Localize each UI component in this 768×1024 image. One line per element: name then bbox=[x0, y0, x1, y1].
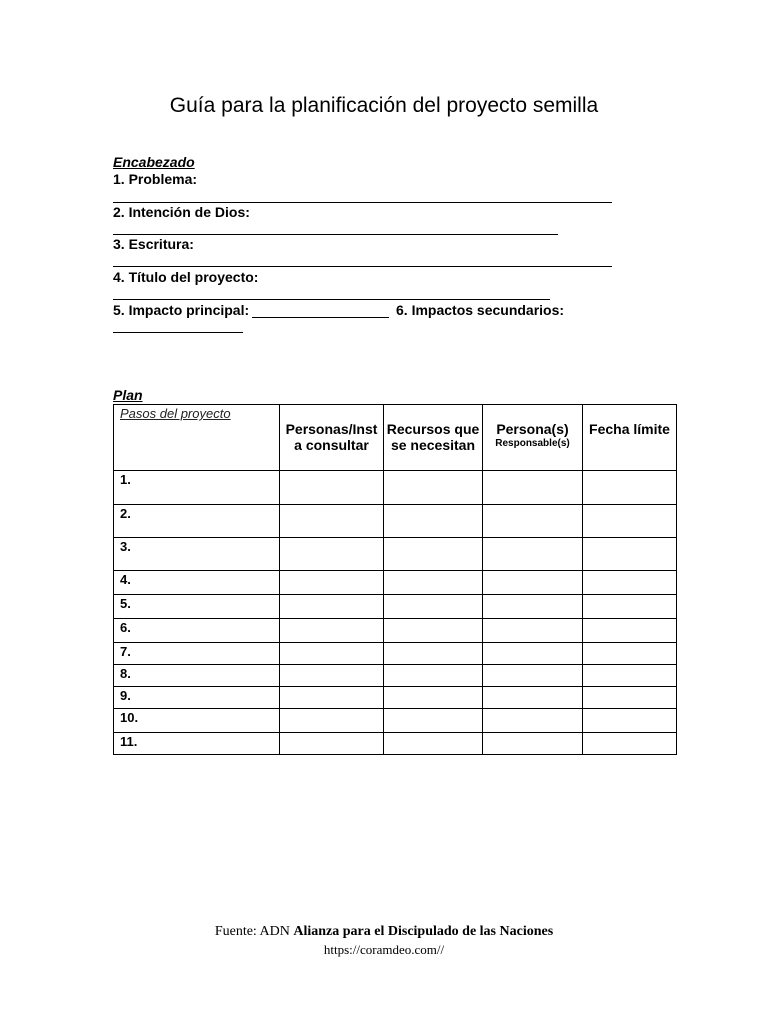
fecha-cell[interactable] bbox=[583, 687, 677, 709]
step-number-cell[interactable]: 5. bbox=[114, 595, 280, 619]
recursos-cell[interactable] bbox=[384, 733, 483, 755]
step-number-cell[interactable]: 2. bbox=[114, 505, 280, 538]
recursos-cell[interactable] bbox=[384, 643, 483, 665]
table-row bbox=[114, 709, 677, 733]
recursos-cell[interactable] bbox=[384, 505, 483, 538]
footer-url[interactable]: https://coramdeo.com// bbox=[323, 942, 445, 957]
step-number-cell[interactable]: 8. bbox=[114, 665, 280, 687]
step-number-cell[interactable]: 10. bbox=[114, 709, 280, 733]
responsable-cell[interactable] bbox=[483, 505, 583, 538]
personas-cell[interactable] bbox=[280, 471, 384, 505]
responsable-cell[interactable] bbox=[483, 733, 583, 755]
field-impactos-secundarios-line[interactable] bbox=[113, 332, 243, 333]
field-impactos-secundarios-label: 6. Impactos secundarios: bbox=[396, 302, 565, 318]
col-fecha-label: Fecha límite bbox=[589, 421, 670, 437]
recursos-cell[interactable] bbox=[384, 538, 483, 571]
field-titulo-label: 4. Título del proyecto: bbox=[113, 269, 259, 285]
table-row bbox=[114, 733, 677, 755]
responsable-cell[interactable] bbox=[483, 595, 583, 619]
responsable-cell[interactable] bbox=[483, 643, 583, 665]
field-impacto-principal-label: 5. Impacto principal: bbox=[113, 302, 250, 318]
footer-source bbox=[0, 924, 768, 940]
table-row bbox=[114, 595, 677, 619]
personas-cell[interactable] bbox=[280, 643, 384, 665]
footer-org: Alianza para el Discipulado de las Naciones bbox=[293, 924, 554, 939]
col-fecha-header bbox=[583, 405, 677, 471]
recursos-cell[interactable] bbox=[384, 619, 483, 643]
table-row bbox=[114, 471, 677, 505]
recursos-cell[interactable] bbox=[384, 595, 483, 619]
personas-cell[interactable] bbox=[280, 505, 384, 538]
recursos-cell[interactable] bbox=[384, 571, 483, 595]
recursos-cell[interactable] bbox=[384, 709, 483, 733]
footer-prefix: Fuente: ADN bbox=[214, 924, 294, 939]
responsable-cell[interactable] bbox=[483, 709, 583, 733]
fecha-cell[interactable] bbox=[583, 733, 677, 755]
personas-cell[interactable] bbox=[280, 571, 384, 595]
col-responsable-header bbox=[483, 405, 583, 471]
table-row bbox=[114, 538, 677, 571]
step-number-cell[interactable]: 11. bbox=[114, 733, 280, 755]
field-impacto-principal-line[interactable] bbox=[252, 317, 389, 318]
fecha-cell[interactable] bbox=[583, 595, 677, 619]
step-number-cell[interactable]: 1. bbox=[114, 471, 280, 505]
table-row bbox=[114, 643, 677, 665]
table-row bbox=[114, 505, 677, 538]
field-intencion-label: 2. Intención de Dios: bbox=[113, 204, 250, 220]
field-escritura-line[interactable] bbox=[113, 266, 612, 267]
responsable-cell[interactable] bbox=[483, 665, 583, 687]
field-escritura-label: 3. Escritura: bbox=[113, 236, 194, 252]
personas-cell[interactable] bbox=[280, 733, 384, 755]
col-responsable-sublabel: Responsable(s) bbox=[495, 438, 570, 449]
fecha-cell[interactable] bbox=[583, 471, 677, 505]
step-number-cell[interactable]: 9. bbox=[114, 687, 280, 709]
fecha-cell[interactable] bbox=[583, 571, 677, 595]
responsable-cell[interactable] bbox=[483, 471, 583, 505]
table-row bbox=[114, 619, 677, 643]
personas-cell[interactable] bbox=[280, 687, 384, 709]
personas-cell[interactable] bbox=[280, 538, 384, 571]
plan-heading: Plan bbox=[113, 387, 143, 403]
table-row bbox=[114, 571, 677, 595]
table-row bbox=[114, 687, 677, 709]
fecha-cell[interactable] bbox=[583, 538, 677, 571]
recursos-cell[interactable] bbox=[384, 665, 483, 687]
recursos-cell[interactable] bbox=[384, 471, 483, 505]
personas-cell[interactable] bbox=[280, 665, 384, 687]
col-pasos-label: Pasos del proyecto bbox=[120, 406, 231, 421]
fecha-cell[interactable] bbox=[583, 665, 677, 687]
fecha-cell[interactable] bbox=[583, 643, 677, 665]
fecha-cell[interactable] bbox=[583, 619, 677, 643]
recursos-cell[interactable] bbox=[384, 687, 483, 709]
field-intencion-line[interactable] bbox=[113, 234, 558, 235]
plan-table-header-row bbox=[114, 405, 677, 471]
responsable-cell[interactable] bbox=[483, 619, 583, 643]
col-personas-label: Personas/Inst a consultar bbox=[285, 421, 378, 453]
encabezado-heading: Encabezado bbox=[113, 154, 195, 170]
fecha-cell[interactable] bbox=[583, 505, 677, 538]
col-recursos-header bbox=[384, 405, 483, 471]
table-row bbox=[114, 665, 677, 687]
responsable-cell[interactable] bbox=[483, 571, 583, 595]
col-personas-header bbox=[280, 405, 384, 471]
field-problema-line[interactable] bbox=[113, 202, 612, 203]
step-number-cell[interactable]: 6. bbox=[114, 619, 280, 643]
field-titulo-line[interactable] bbox=[113, 299, 550, 300]
step-number-cell[interactable]: 3. bbox=[114, 538, 280, 571]
col-recursos-label: Recursos que se necesitan bbox=[386, 421, 480, 453]
col-responsable-label: Persona(s) bbox=[496, 421, 569, 437]
col-pasos-header bbox=[114, 405, 280, 471]
page-title: Guía para la planificación del proyecto semilla bbox=[169, 94, 599, 117]
fecha-cell[interactable] bbox=[583, 709, 677, 733]
field-problema-label: 1. Problema: bbox=[113, 171, 198, 187]
step-number-cell[interactable]: 4. bbox=[114, 571, 280, 595]
personas-cell[interactable] bbox=[280, 595, 384, 619]
personas-cell[interactable] bbox=[280, 709, 384, 733]
responsable-cell[interactable] bbox=[483, 538, 583, 571]
step-number-cell[interactable]: 7. bbox=[114, 643, 280, 665]
responsable-cell[interactable] bbox=[483, 687, 583, 709]
personas-cell[interactable] bbox=[280, 619, 384, 643]
plan-table bbox=[113, 404, 677, 755]
